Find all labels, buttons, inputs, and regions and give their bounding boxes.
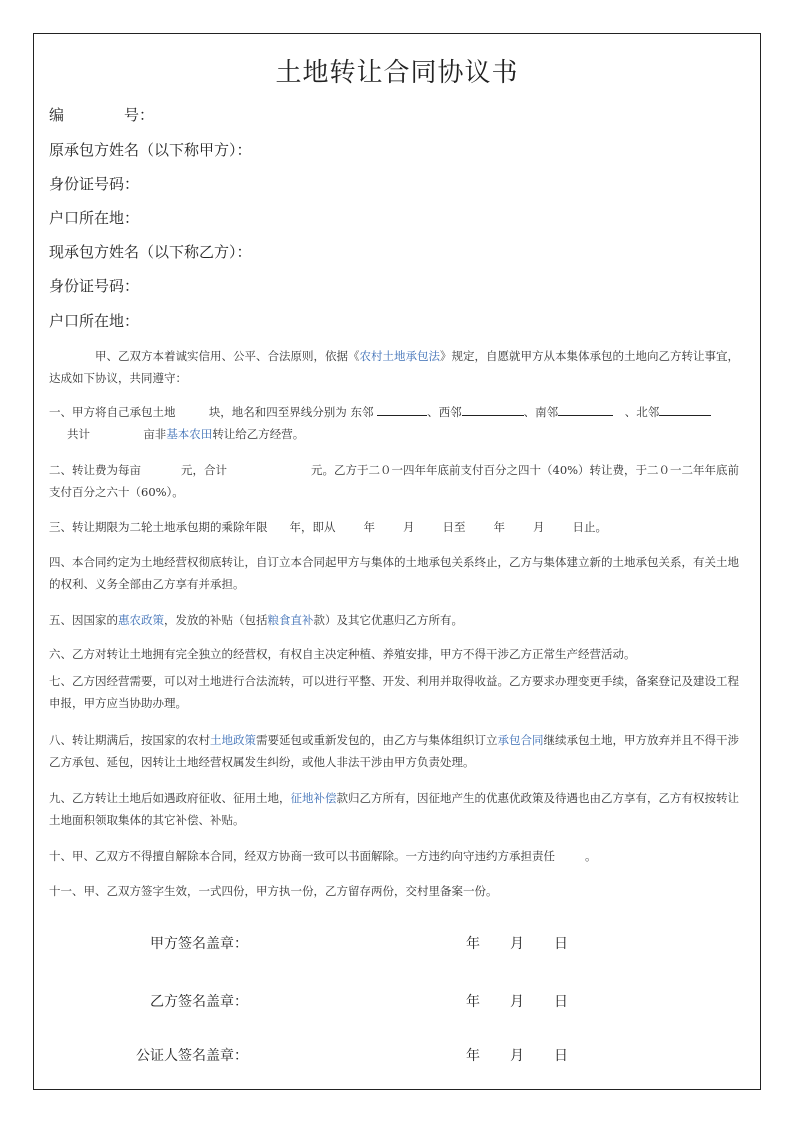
clause4-text: 四、本合同约定为土地经营权彻底转让，自订立本合同起甲方与集体的土地承包关系终止，乙方与集体建立新的土地承包关系，有关土地的权利、义务全部由乙方享有并承担。 [49, 555, 739, 591]
notary-day: 日 [554, 1048, 568, 1064]
field-party-b-household: 户口所在地： [49, 312, 140, 330]
party-b-signature-label: 乙方签名盖章： [150, 994, 248, 1010]
party-a-month: 月 [510, 936, 524, 952]
clause7-text: 七、乙方因经营需要，可以对土地进行合法流转，可以进行平整、开发、利用并取得收益。乙方要求办理变更手续，备案登记及建设工程申报，甲方应当协助办理。 [49, 674, 739, 710]
party-b-day: 日 [554, 994, 568, 1010]
party-b-date [466, 991, 568, 1011]
clause-9 [49, 787, 749, 831]
land-policy-link[interactable]: 土地政策 [210, 733, 256, 747]
party-a-year: 年 [466, 936, 480, 952]
party-a-signature-label: 甲方签名盖章： [150, 936, 248, 952]
field-party-a-name: 原承包方姓名（以下称甲方）： [49, 141, 252, 159]
clause1-text-b: 块，地名和四至界线分别为 东邻 [208, 405, 374, 419]
field-party-b-id: 身份证号码： [49, 277, 140, 295]
party-a-day: 日 [554, 936, 568, 952]
field-party-a-household: 户口所在地： [49, 209, 140, 227]
clause1-text-h: 转让给乙方经营。 [212, 427, 305, 441]
clause2-text-a: 二、转让费为每亩 [49, 463, 141, 477]
field-number: 编 号： [49, 106, 155, 124]
page-title: 土地转让合同协议书 [275, 58, 519, 88]
clause-5 [49, 609, 749, 631]
clause11-text: 十一、甲、乙双方签字生效，一式四份，甲方执一份，乙方留存两份，交村里备案一份。 [49, 884, 498, 898]
clause5-text-c: 款）及其它优惠归乙方所有。 [313, 613, 463, 627]
notary-year: 年 [466, 1048, 480, 1064]
notary-month: 月 [510, 1048, 524, 1064]
field-party-a-id: 身份证号码： [49, 175, 140, 193]
notary-date [466, 1045, 568, 1065]
party-b-month: 月 [510, 994, 524, 1010]
law-link[interactable]: 农村土地承包法 [359, 349, 440, 363]
west-blank[interactable] [462, 403, 524, 416]
clause2-text-c: 元。乙方于二０一四年年底前支付百分之四十（40%）转让费，于二０一二年年底前支付百分之六十（60%）。 [49, 463, 740, 499]
basic-farmland-link[interactable]: 基本农田 [166, 427, 213, 441]
intro-paragraph [49, 345, 749, 389]
clause1-text-a: 一、甲方将自己承包土地 [49, 405, 176, 419]
clause1-text-d: 、南邻 [523, 405, 559, 419]
clause-1 [49, 401, 749, 445]
clause5-text-a: 五、因国家的 [49, 613, 118, 627]
field-party-b-name: 现承包方姓名（以下称乙方）： [49, 243, 252, 261]
clause3-text-f: 年 [493, 520, 505, 534]
clause8-text-c: 继续承包土地，甲方放弃并且不得干涉乙方承包、延包，因转让土地经营权属发生纠纷，或他人非法干涉由甲方负责处理。 [49, 733, 739, 769]
clause2-text-b: 元，合计 [181, 463, 227, 477]
south-blank[interactable] [558, 403, 613, 416]
clause3-text-h: 日止。 [572, 520, 607, 534]
clause-4 [49, 551, 749, 595]
contract-link[interactable]: 承包合同 [497, 733, 544, 747]
grain-subsidy-link[interactable]: 粮食直补 [267, 613, 314, 627]
north-blank[interactable] [659, 403, 711, 416]
clause8-text-b: 需要延包或重新发包的，由乙方与集体组织订立 [256, 733, 498, 747]
clause8-text-a: 八、转让期满后，按国家的农村 [49, 733, 210, 747]
clause1-text-g: 亩非 [143, 427, 167, 441]
agri-policy-link[interactable]: 惠农政策 [118, 613, 164, 627]
clause-6 [49, 643, 749, 665]
intro-text-1: 甲、乙双方本着诚实信用、公平、合法原则，依据《 [95, 349, 360, 363]
clause1-text-c: 、西邻 [427, 405, 462, 419]
clause-10 [49, 845, 749, 867]
clause3-text-b: 年，即从 [289, 520, 336, 534]
clause3-text-e: 日至 [442, 520, 466, 534]
clause10-text-b: 。 [585, 849, 597, 863]
clause-2 [49, 459, 749, 503]
compensation-link[interactable]: 征地补偿 [290, 791, 337, 805]
clause3-text-a: 三、转让期限为二轮土地承包期的乘除年限 [49, 520, 268, 534]
party-a-date [466, 933, 568, 953]
clause3-text-c: 年 [363, 520, 375, 534]
clause-3 [49, 516, 749, 538]
notary-signature-label: 公证人签名盖章： [136, 1048, 248, 1064]
clause-7 [49, 670, 749, 714]
clause-8 [49, 729, 749, 773]
clause-11 [49, 880, 749, 902]
clause10-text-a: 十、甲、乙双方不得擅自解除本合同，经双方协商一致可以书面解除。一方违约向守违约方承担责任 [49, 849, 555, 863]
clause1-text-e: 、北邻 [624, 405, 660, 419]
party-b-year: 年 [466, 994, 480, 1010]
clause1-text-f: 共计 [67, 427, 90, 441]
clause3-text-d: 月 [403, 520, 415, 534]
clause5-text-b: ，发放的补贴（包括 [164, 613, 268, 627]
east-blank[interactable] [377, 403, 427, 416]
intro-text-2: 》规定，自愿就甲方从本集体承包的土地向乙方转让事宜，达成如下协议，共同遵守： [49, 349, 739, 385]
clause3-text-g: 月 [533, 520, 545, 534]
clause6-text: 六、乙方对转让土地拥有完全独立的经营权，有权自主决定种植、养殖安排，甲方不得干涉乙方正常生产经营活动。 [49, 647, 636, 661]
clause9-text-a: 九、乙方转让土地后如遇政府征收、征用土地， [49, 791, 291, 805]
clause9-text-b: 款归乙方所有，因征地产生的优惠优政策及待遇也由乙方享有，乙方有权按转让土地面积领取集体的其它补偿、补贴。 [49, 791, 739, 827]
